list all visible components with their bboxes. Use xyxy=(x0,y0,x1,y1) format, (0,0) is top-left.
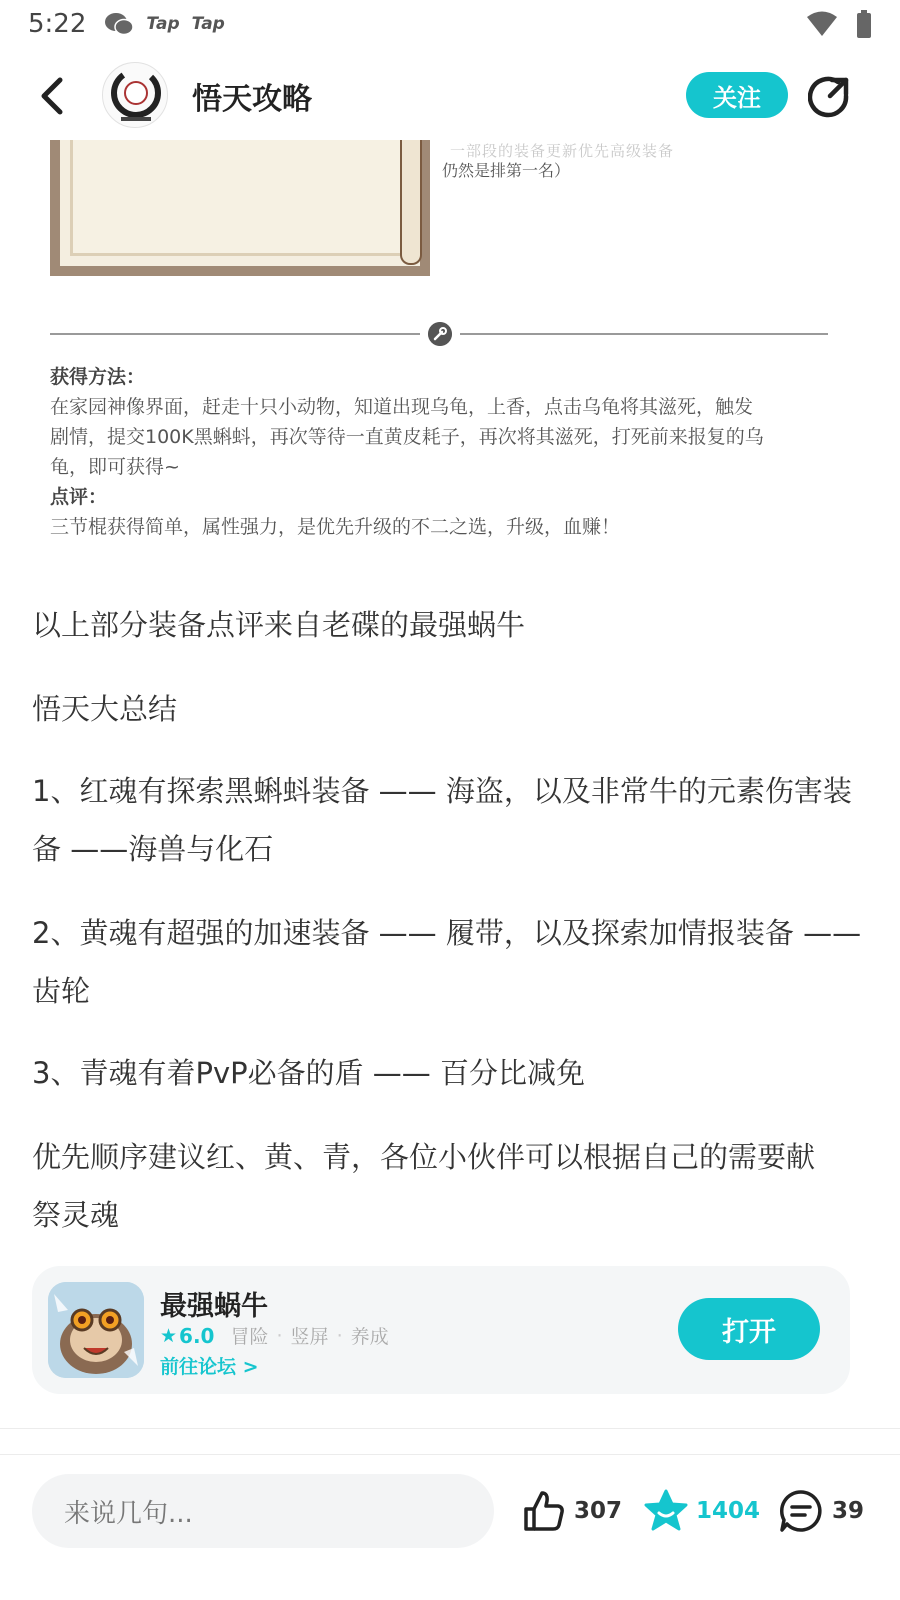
game-icon[interactable] xyxy=(48,1282,144,1378)
game-card[interactable] xyxy=(32,1266,850,1394)
article-paragraph: 悟天大总结 xyxy=(32,692,178,726)
share-icon[interactable] xyxy=(808,74,852,118)
method-line: 在家园神像界面，赶走十只小动物，知道出现乌龟，上香，点击乌龟将其滋死，触发 xyxy=(50,396,754,418)
review-heading: 点评： xyxy=(50,486,108,508)
image-side-text: 仍然是排第一名） xyxy=(442,161,571,180)
status-right xyxy=(806,10,872,38)
page-title: 悟天攻略 xyxy=(192,82,312,117)
favorite-icon xyxy=(644,1489,688,1533)
game-tag: 竖屏 xyxy=(290,1326,329,1348)
article-image[interactable] xyxy=(0,140,900,550)
article-paragraph: 优先顺序建议红、黄、青，各位小伙伴可以根据自己的需要献 xyxy=(32,1140,816,1174)
game-tag: 养成 xyxy=(350,1326,389,1348)
article-paragraph: 备 ——海兽与化石 xyxy=(32,832,274,866)
comment-button[interactable] xyxy=(778,1486,864,1536)
method-line: 剧情，提交100K黑蝌蚪，再次等待一直黄皮耗子，再次将其滋死，打死前来报复的乌 xyxy=(50,426,764,448)
game-title[interactable]: 最强蜗牛 xyxy=(160,1291,268,1322)
star-icon: ★ xyxy=(160,1324,178,1347)
scroll-frame-image xyxy=(50,140,430,276)
image-divider xyxy=(460,333,828,335)
tag-separator: · xyxy=(336,1324,343,1347)
game-meta xyxy=(160,1322,389,1349)
open-game-button[interactable]: 打开 xyxy=(678,1298,820,1360)
avatar-logo-icon xyxy=(103,63,168,128)
scroll-roll-image xyxy=(400,140,422,265)
method-heading: 获得方法： xyxy=(50,366,146,388)
snail-game-icon xyxy=(48,1282,144,1378)
image-divider xyxy=(50,333,420,335)
wifi-icon xyxy=(806,11,838,37)
method-line: 龟，即可获得~ xyxy=(50,456,180,478)
article-paragraph: 祭灵魂 xyxy=(32,1198,120,1232)
like-count: 307 xyxy=(574,1498,623,1524)
thumb-up-icon xyxy=(522,1489,566,1533)
battery-icon xyxy=(856,10,872,38)
review-line: 三节棍获得简单，属性强力，是优先升级的不二之选，升级，血赚！ xyxy=(50,516,621,538)
tap-notification-label: Tap xyxy=(191,14,225,34)
follow-button[interactable]: 关注 xyxy=(686,72,788,118)
avatar[interactable] xyxy=(102,62,168,128)
tag-separator: · xyxy=(276,1324,283,1347)
wrench-icon xyxy=(428,322,452,346)
like-button[interactable] xyxy=(522,1486,622,1536)
article-paragraph: 1、红魂有探索黑蝌蚪装备 —— 海盗，以及非常牛的元素伤害装 xyxy=(32,774,852,808)
image-cut-text: 一部段的装备更新优先高级装备 xyxy=(450,142,675,160)
divider xyxy=(0,1454,900,1455)
wechat-icon xyxy=(104,12,134,36)
comment-count: 39 xyxy=(832,1498,865,1524)
scroll-frame-inner xyxy=(70,140,410,256)
divider xyxy=(0,1428,900,1429)
status-bar xyxy=(0,0,900,48)
article-paragraph: 2、黄魂有超强的加速装备 —— 履带，以及探索加情报装备 —— xyxy=(32,916,862,950)
forum-link[interactable]: 前往论坛 > xyxy=(160,1356,259,1378)
game-rating: 6.0 xyxy=(179,1323,215,1348)
status-time: 5:22 xyxy=(28,9,87,39)
tap-notification-label: Tap xyxy=(146,14,180,34)
back-icon[interactable] xyxy=(34,74,70,118)
article-paragraph: 以上部分装备点评来自老碟的最强蜗牛 xyxy=(32,608,526,642)
favorite-button[interactable] xyxy=(644,1486,760,1536)
comment-input[interactable]: 来说几句... xyxy=(32,1474,494,1548)
comment-icon xyxy=(778,1488,824,1534)
article-paragraph: 3、青魂有着PvP必备的盾 —— 百分比减免 xyxy=(32,1056,586,1090)
game-tag: 冒险 xyxy=(230,1326,269,1348)
status-notification-icons xyxy=(104,12,224,36)
article-paragraph: 齿轮 xyxy=(32,974,91,1008)
favorite-count: 1404 xyxy=(696,1498,761,1524)
